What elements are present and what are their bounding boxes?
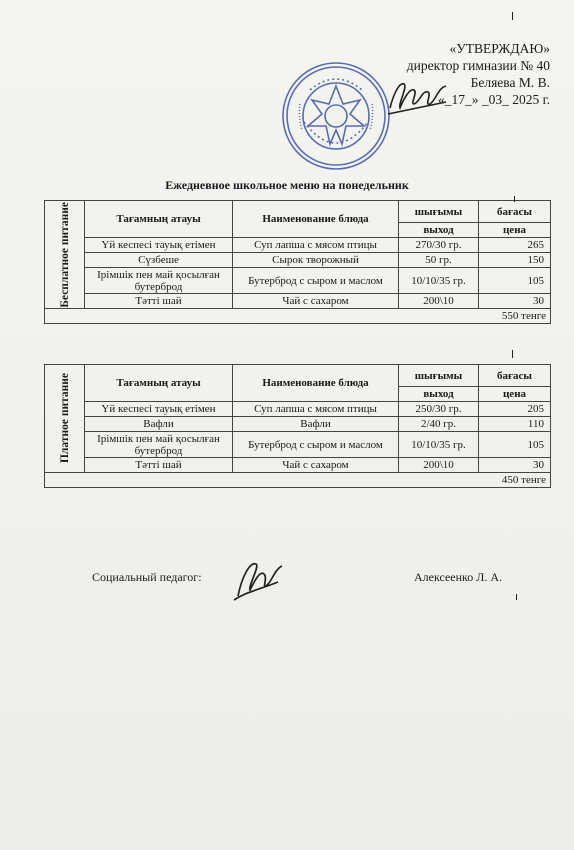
header-price-ru: цена	[479, 223, 551, 238]
dish-name-ru: Суп лапша с мясом птицы	[233, 238, 399, 253]
dish-yield: 50 гр.	[399, 253, 479, 268]
header-yield-ru: выход	[399, 223, 479, 238]
dish-name-kz: Вафли	[85, 417, 233, 432]
dish-name-ru: Чай с сахаром	[233, 458, 399, 473]
dish-name-kz: Тәтті шай	[85, 458, 233, 473]
footer-role: Социальный педагог:	[92, 570, 202, 584]
dish-name-ru: Бутерброд с сыром и маслом	[233, 432, 399, 458]
table-row	[45, 432, 551, 458]
side-label: Платное питание	[58, 373, 71, 464]
approval-date: «_17_» _03_ 2025 г.	[437, 92, 550, 107]
table-row	[45, 238, 551, 253]
table-row	[45, 402, 551, 417]
dish-yield: 200\10	[399, 458, 479, 473]
header-name-kz: Тағамның атауы	[85, 201, 233, 238]
dish-price: 150	[479, 253, 551, 268]
header-name-ru: Наименование блюда	[233, 201, 399, 238]
header-name-kz: Тағамның атауы	[85, 365, 233, 402]
dish-name-kz: Тәтті шай	[85, 294, 233, 309]
dish-name-kz: Ірімшік пен май қосылған бутерброд	[85, 268, 233, 294]
dish-price: 110	[479, 417, 551, 432]
footer-name: Алексеенко Л. А.	[414, 570, 503, 584]
menu-table-paid	[44, 364, 551, 488]
approval-name: Беляева М. В.	[470, 75, 550, 90]
margin-mark	[516, 594, 517, 600]
side-label-cell	[45, 365, 85, 473]
total-amount: 450 тенге	[45, 473, 551, 488]
menu-table-free	[44, 200, 551, 324]
table-row	[45, 417, 551, 432]
official-seal-icon	[280, 60, 392, 172]
dish-name-kz: Үй кеспесі тауық етімен	[85, 238, 233, 253]
dish-price: 205	[479, 402, 551, 417]
dish-price: 105	[479, 268, 551, 294]
margin-mark	[512, 350, 513, 358]
dish-yield: 2/40 гр.	[399, 417, 479, 432]
dish-name-ru: Вафли	[233, 417, 399, 432]
dish-price: 105	[479, 432, 551, 458]
table-row	[45, 268, 551, 294]
header-yield-kz: шығымы	[399, 365, 479, 387]
side-label-cell	[45, 201, 85, 309]
header-yield-ru: выход	[399, 387, 479, 402]
dish-name-ru: Сырок творожный	[233, 253, 399, 268]
approval-title: «УТВЕРЖДАЮ»	[449, 41, 550, 56]
dish-name-ru: Суп лапша с мясом птицы	[233, 402, 399, 417]
dish-name-kz: Ірімшік пен май қосылған бутерброд	[85, 432, 233, 458]
dish-price: 265	[479, 238, 551, 253]
table-row	[45, 294, 551, 309]
dish-price: 30	[479, 294, 551, 309]
total-row	[45, 473, 551, 488]
dish-yield: 270/30 гр.	[399, 238, 479, 253]
table-row	[45, 253, 551, 268]
margin-mark	[514, 196, 515, 202]
header-yield-kz: шығымы	[399, 201, 479, 223]
dish-yield: 250/30 гр.	[399, 402, 479, 417]
table-row	[45, 458, 551, 473]
pedagogue-signature-icon	[228, 556, 288, 604]
header-name-ru: Наименование блюда	[233, 365, 399, 402]
dish-name-kz: Үй кеспесі тауық етімен	[85, 402, 233, 417]
dish-name-ru: Чай с сахаром	[233, 294, 399, 309]
dish-yield: 200\10	[399, 294, 479, 309]
dish-name-kz: Сүзбеше	[85, 253, 233, 268]
header-price-kz: бағасы	[479, 365, 551, 387]
total-row	[45, 309, 551, 324]
dish-price: 30	[479, 458, 551, 473]
director-signature-icon	[384, 74, 452, 118]
approval-position: директор гимназии № 40	[406, 58, 550, 73]
header-price-kz: бағасы	[479, 201, 551, 223]
header-price-ru: цена	[479, 387, 551, 402]
menu-title: Ежедневное школьное меню на понедельник	[165, 178, 409, 192]
margin-mark	[512, 12, 513, 20]
dish-yield: 10/10/35 гр.	[399, 432, 479, 458]
dish-yield: 10/10/35 гр.	[399, 268, 479, 294]
total-amount: 550 тенге	[45, 309, 551, 324]
dish-name-ru: Бутерброд с сыром и маслом	[233, 268, 399, 294]
side-label: Бесплатное питание	[58, 201, 71, 308]
